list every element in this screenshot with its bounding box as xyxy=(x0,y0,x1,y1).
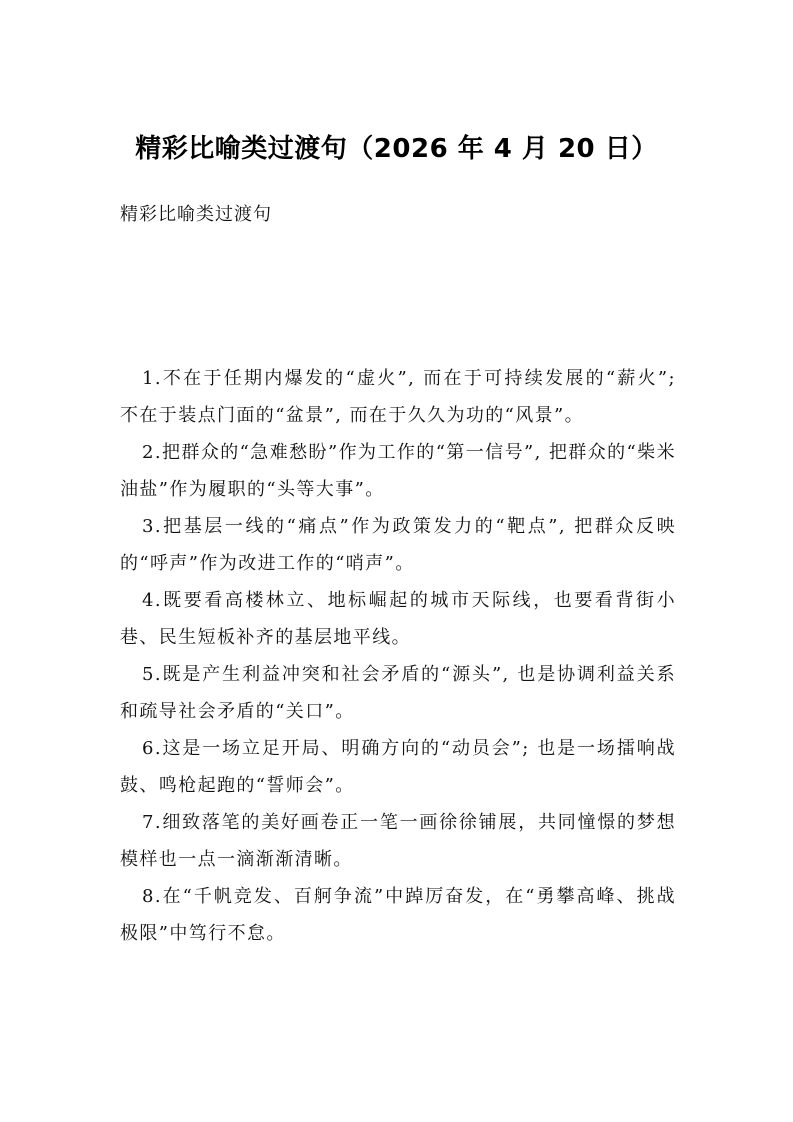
list-item: 7.细致落笔的美好画卷正一笔一画徐徐铺展，共同憧憬的梦想模样也一点一滴渐渐清晰。 xyxy=(120,812,676,870)
list-item: 8.在“千帆竞发、百舸争流”中踔厉奋发，在“勇攀高峰、挑战极限”中笃行不怠。 xyxy=(120,886,676,944)
list-item: 6.这是一场立足开局、明确方向的“动员会”; 也是一场擂响战鼓、鸣枪起跑的“誓师会”。 xyxy=(120,738,676,796)
document-subtitle: 精彩比喻类过渡句 xyxy=(120,204,272,225)
document-title: 精彩比喻类过渡句（2026 年 4 月 20 日） xyxy=(135,134,658,164)
list-item: 3.把基层一线的“痛点”作为政策发力的“靶点”, 把群众反映的“呼声”作为改进工作的“哨声”。 xyxy=(120,516,676,574)
list-item: 5.既是产生利益冲突和社会矛盾的“源头”, 也是协调利益关系和疏导社会矛盾的“关口”。 xyxy=(120,664,676,722)
list-item: 1.不在于任期内爆发的“虚火”, 而在于可持续发展的“薪火”; 不在于装点门面的“盆景”, 而在于久久为功的“风景”。 xyxy=(120,368,676,426)
list-item: 2.把群众的“急难愁盼”作为工作的“第一信号”, 把群众的“柴米油盐”作为履职的“头等大事”。 xyxy=(120,442,676,500)
sentence-list xyxy=(120,360,676,952)
list-item: 4.既要看高楼林立、地标崛起的城市天际线，也要看背街小巷、民生短板补齐的基层地平线。 xyxy=(120,590,676,648)
